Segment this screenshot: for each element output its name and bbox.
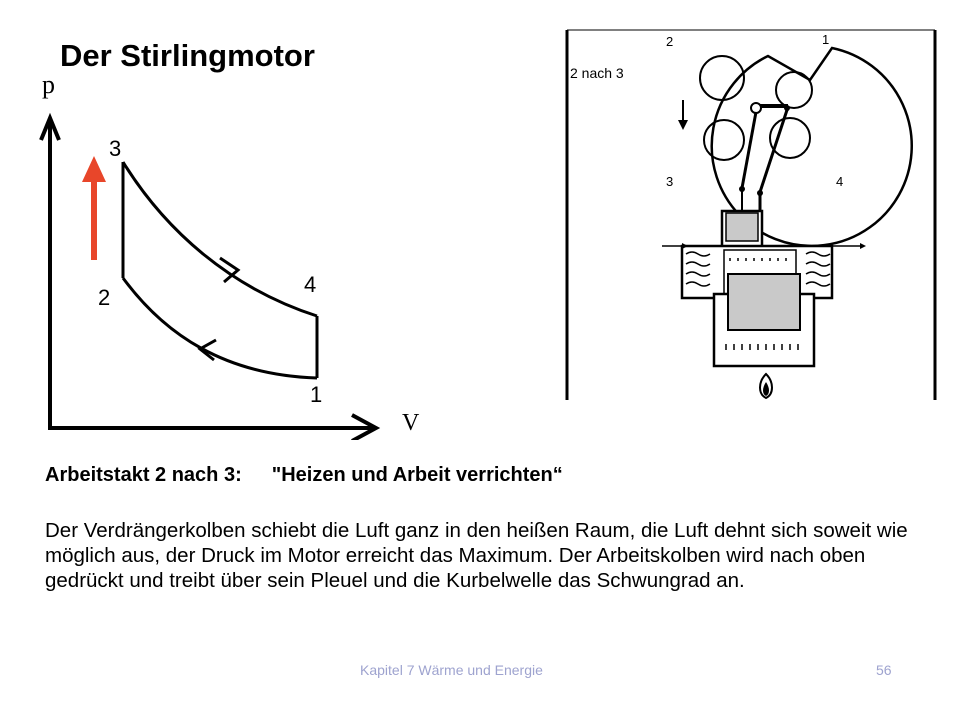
displacer-piston xyxy=(728,274,800,330)
flywheel-hole-top-right xyxy=(776,72,812,108)
footer-page-number: 56 xyxy=(876,662,892,678)
point-label-3: 3 xyxy=(109,136,122,161)
point-label-1: 1 xyxy=(310,382,323,407)
p-axis-label: p xyxy=(42,70,55,99)
point-label-4: 4 xyxy=(304,272,317,297)
slide-title: Der Stirlingmotor xyxy=(60,38,315,73)
flywheel-hole-bottom-left xyxy=(704,120,744,160)
engine-stroke-label: 2 nach 3 xyxy=(570,65,624,81)
heating-arrow-head xyxy=(82,156,106,182)
coolant-out-head xyxy=(860,243,866,249)
pv-diagram xyxy=(30,60,430,440)
stirling-engine-illustration xyxy=(562,26,940,402)
footer-chapter: Kapitel 7 Wärme und Energie xyxy=(360,662,543,678)
engine-label-4: 4 xyxy=(836,174,844,189)
point-label-2: 2 xyxy=(98,285,111,310)
piston-connecting-rod xyxy=(760,110,787,192)
stroke-heading xyxy=(45,464,563,487)
displacer-connecting-rod xyxy=(742,112,756,188)
engine-label-2: 2 xyxy=(666,34,674,49)
stroke-description: Der Verdrängerkolben schiebt die Luft ganz in den heißen Raum, die Luft dehnt sich soweit wie möglich aus, der Druck im Motor erreicht das Maximum. Der Arbeitskolben wird nach oben gedrückt und treibt über sein Pleuel und die Kurbelwelle das Schwungrad an. xyxy=(45,519,908,592)
rotation-arrow-head xyxy=(678,120,688,130)
stroke-quote: "Heizen und Arbeit verrichten“ xyxy=(271,464,563,486)
isotherm-1-2 xyxy=(123,278,317,378)
working-piston xyxy=(726,213,758,241)
engine-label-3: 3 xyxy=(666,174,674,189)
engine-label-1: 1 xyxy=(822,32,830,47)
v-axis-label: V xyxy=(402,410,420,436)
isotherm-3-4 xyxy=(123,162,317,316)
stroke-name: Arbeitstakt 2 nach 3: xyxy=(45,464,242,486)
crank-pivot xyxy=(751,103,761,113)
flywheel-hole-bottom-right xyxy=(770,118,810,158)
